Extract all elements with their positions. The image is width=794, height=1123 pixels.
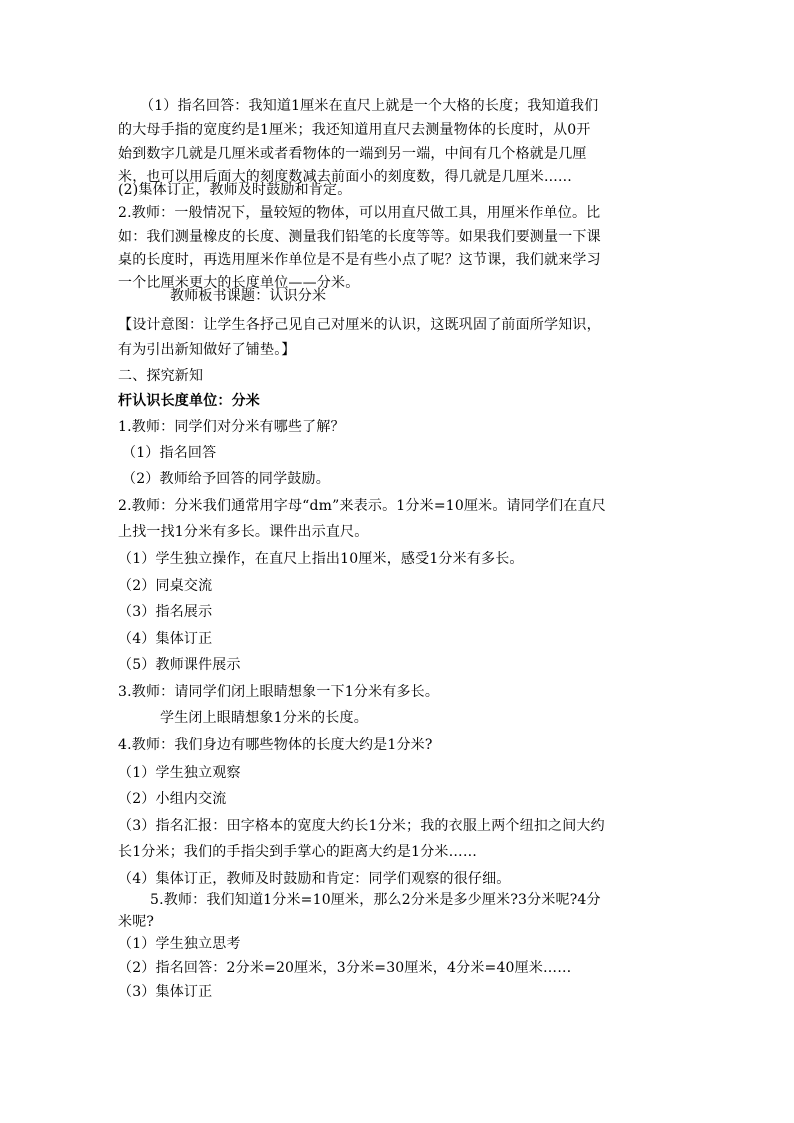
text-line: 长1分米；我们的手指尖到手掌心的距离大约是1分米…… <box>118 844 478 860</box>
text-line: （3）集体订正 <box>118 984 213 1000</box>
text-line: （1）学生独立思考 <box>118 936 241 952</box>
text-line: 2.教师：一般情况下，量较短的物体，可以用直尺做工具，用厘米作单位。比 <box>118 205 601 221</box>
text-line: （4）集体订正 <box>118 631 213 647</box>
text-line: 米，也可以用后面大的刻度数减去前面小的刻度数，得几就是几厘米...... <box>118 169 572 185</box>
text-line: 3.教师：请同学们闭上眼睛想象一下1分米有多长。 <box>118 684 440 700</box>
text-line: （2）同桌交流 <box>118 578 213 594</box>
text-line: 桌的长度时，再选用厘米作单位是不是有些小点了呢？这节课，我们就来学习 <box>118 252 601 268</box>
text-line: 始到数字几就是几厘米或者看物体的一端到另一端，中间有几个格就是几厘 <box>118 146 587 162</box>
text-line: （1）学生独立操作，在直尺上指出10厘米，感受1分米有多长。 <box>118 551 524 567</box>
text-line: （5）教师课件展示 <box>118 657 241 673</box>
text-line: （1）指名回答：我知道1厘米在直尺上就是一个大格的长度；我知道我们 <box>140 98 599 114</box>
text-line: 一个比厘米更大的长度单位——分米。 <box>118 275 360 291</box>
section-heading: 二、探究新知 <box>118 368 204 384</box>
text-line: （1）指名回答 <box>122 445 217 461</box>
text-line: 5.教师：我们知道1分米=10厘米，那么2分米是多少厘米?3分米呢?4分 <box>150 892 601 908</box>
text-line: （3）指名汇报：田字格本的宽度大约长1分米；我的衣服上两个纽扣之间大约 <box>118 818 605 834</box>
text-line: （3）指名展示 <box>118 604 213 620</box>
text-line: 米呢? <box>118 914 155 930</box>
text-line: （4）集体订正，教师及时鼓励和肯定：同学们观察的很仔细。 <box>118 871 511 887</box>
text-line: (2)集体订正，教师及时鼓励和肯定。 <box>118 182 352 198</box>
text-line: 如：我们测量橡皮的长度、测量我们铅笔的长度等等。如果我们要测量一下课 <box>118 229 601 245</box>
text-line: 4.教师：我们身边有哪些物体的长度大约是1分米? <box>118 737 433 753</box>
text-line: （2）指名回答：2分米=20厘米，3分米=30厘米，4分米=40厘米…… <box>118 960 572 976</box>
text-line: 上找一找1分米有多长。课件出示直尺。 <box>118 524 369 540</box>
text-line: 的大母手指的宽度约是1厘米；我还知道用直尺去测量物体的长度时，从0开 <box>118 122 591 138</box>
text-line: 学生闭上眼睛想象1分米的长度。 <box>160 710 368 726</box>
design-intent-line: 【设计意图：让学生各抒己见自己对厘米的认识，这既巩固了前面所学知识， <box>118 317 601 333</box>
text-line: 2.教师：分米我们通常用字母“dm”来表示。1分米=10厘米。请同学们在直尺 <box>118 498 606 514</box>
text-line: （2）教师给予回答的同学鼓励。 <box>122 471 330 487</box>
text-line: （2）小组内交流 <box>118 791 227 807</box>
design-intent-line: 有为引出新知做好了铺垫。】 <box>118 342 296 358</box>
subsection-heading: 杆认识长度单位：分米 <box>118 393 260 409</box>
text-line: 教师板书课题：认识分米 <box>170 288 327 304</box>
text-line: （1）学生独立观察 <box>118 765 241 781</box>
text-line: 1.教师：同学们对分米有哪些了解？ <box>118 419 345 435</box>
